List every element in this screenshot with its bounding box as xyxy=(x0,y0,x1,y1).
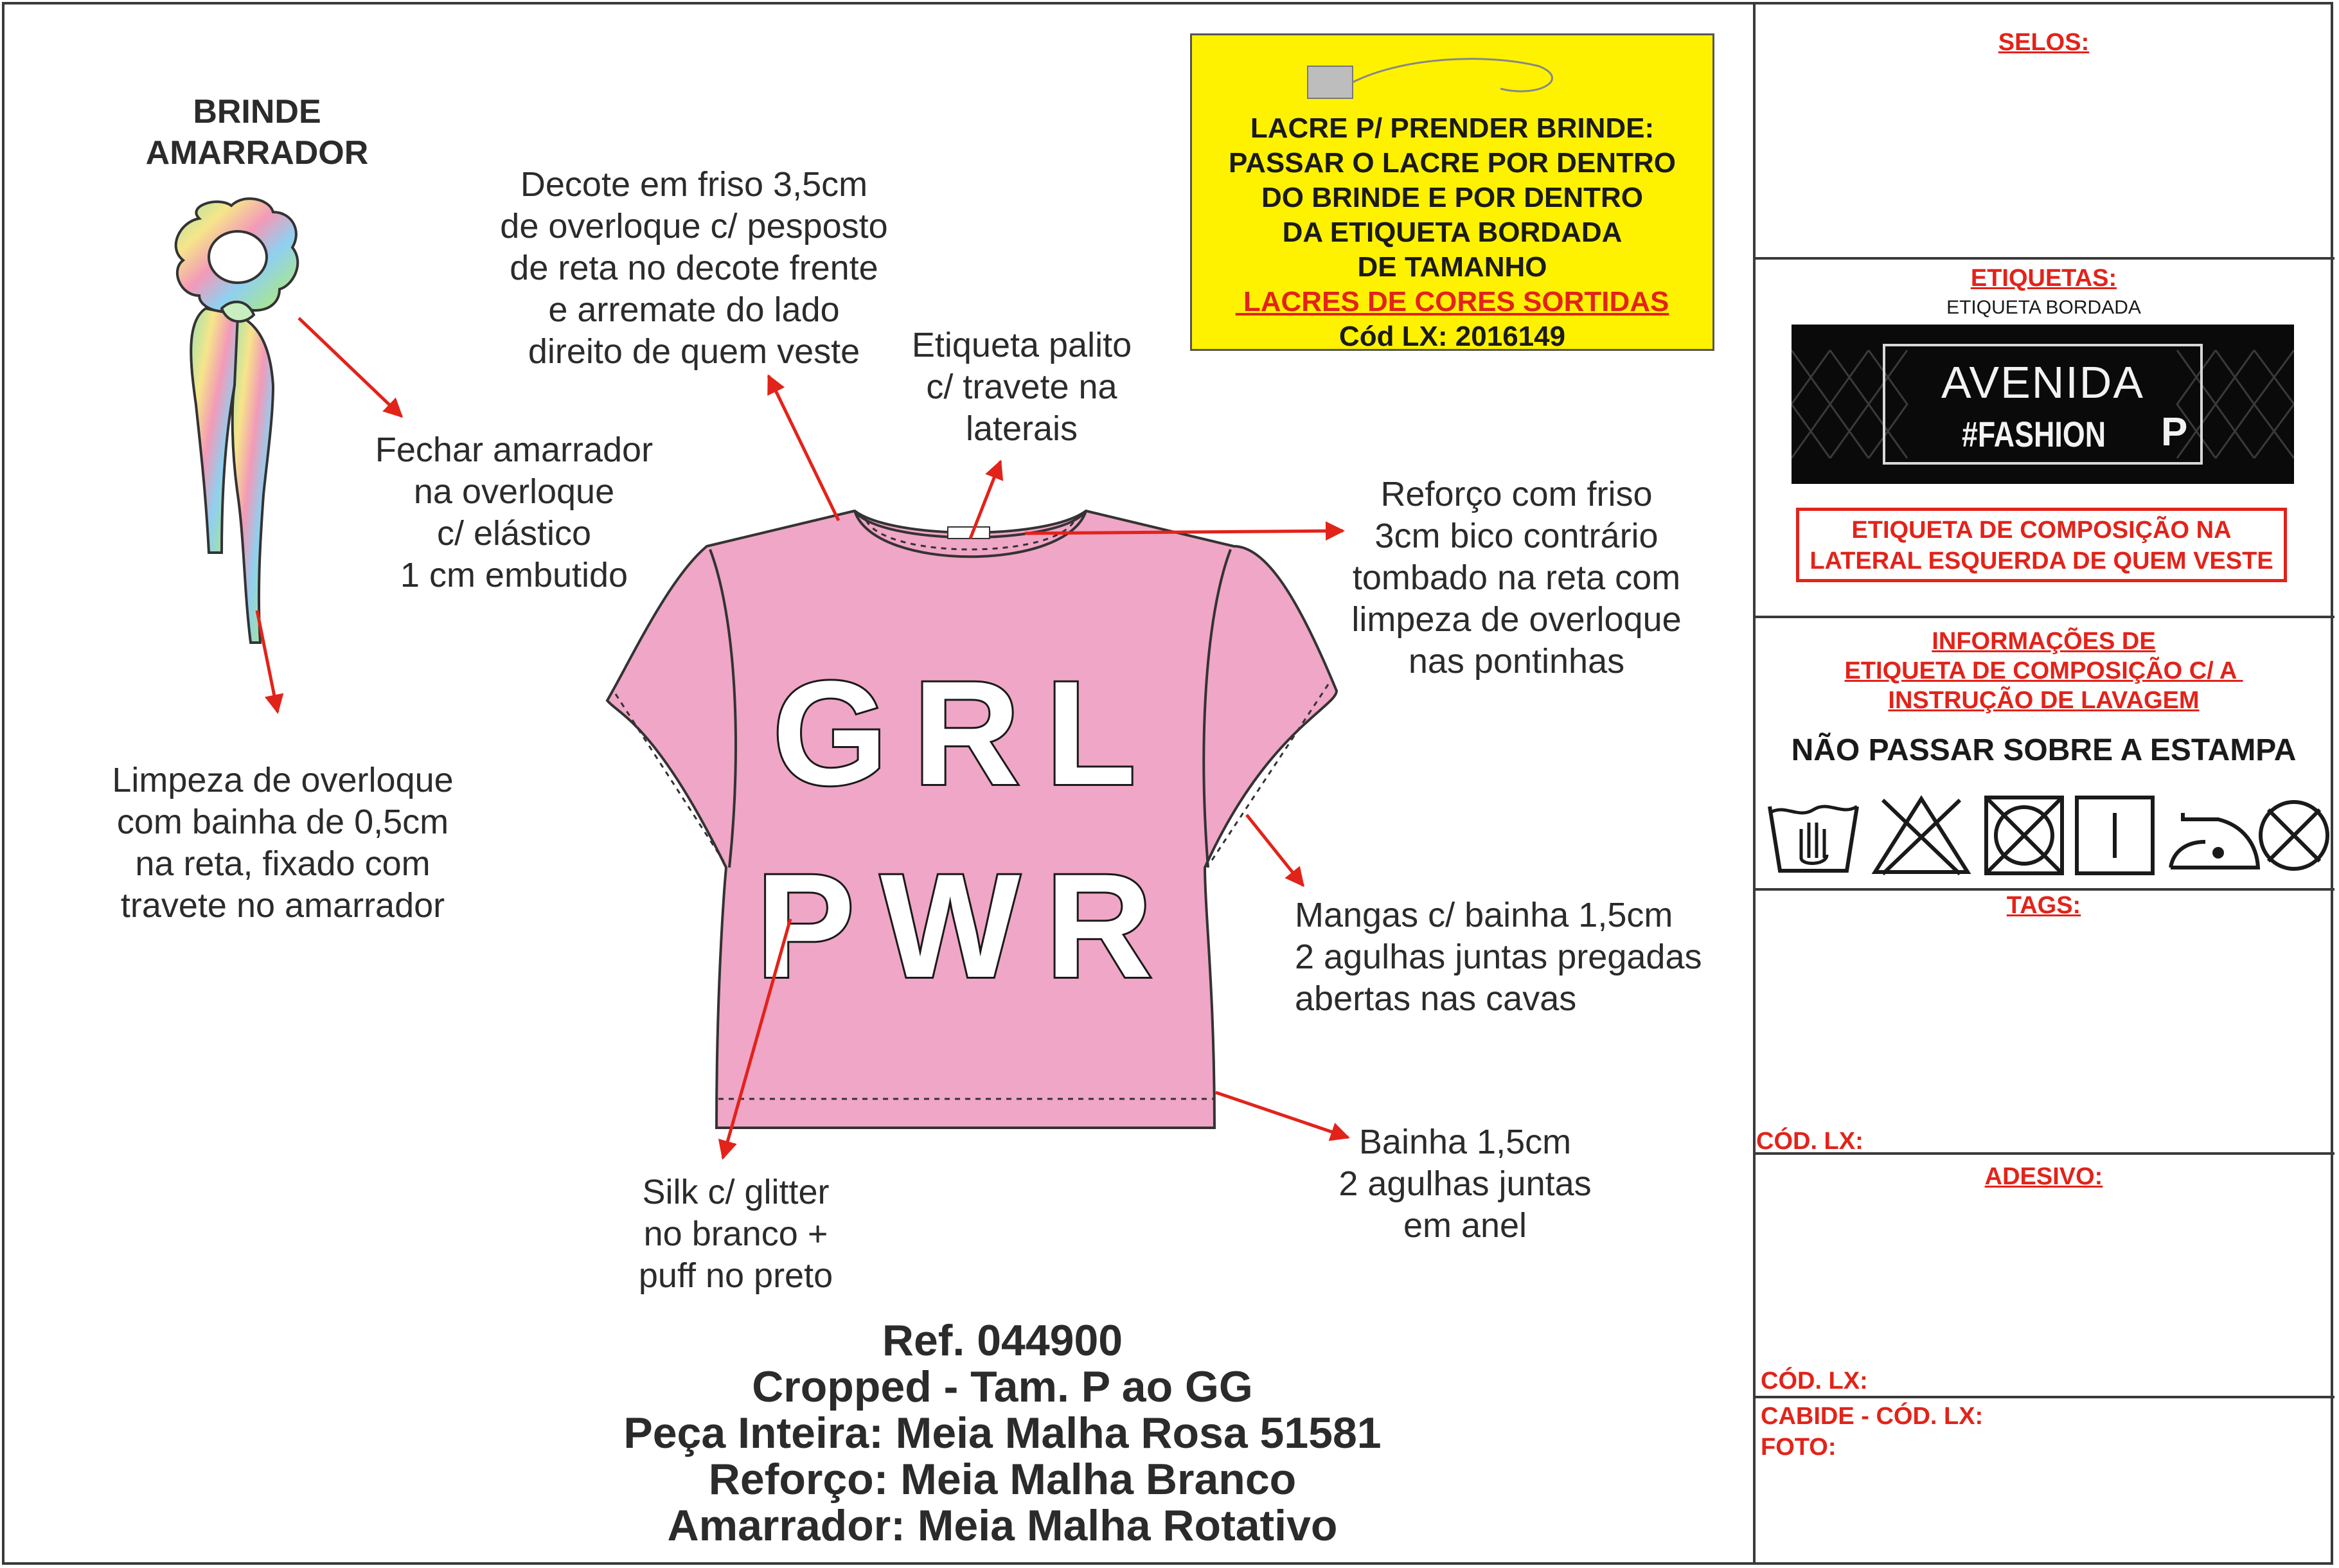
seal-red-line: LACRES DE CORES SORTIDAS xyxy=(1235,286,1669,317)
note-line: limpeza de overloque xyxy=(1351,600,1682,639)
arrow-tie-hem xyxy=(257,610,278,712)
gift-title-line: AMARRADOR xyxy=(145,134,369,172)
note-line: tombado na reta com xyxy=(1352,558,1681,597)
composition-label-box xyxy=(1796,508,2287,582)
brand-label xyxy=(1792,325,2294,484)
seal-code: Cód LX: 2016149 xyxy=(1338,321,1566,352)
gift-title-line: BRINDE xyxy=(193,93,321,130)
reference-line: Reforço: Meia Malha Branco xyxy=(708,1455,1297,1504)
arrow-close-tie xyxy=(299,318,402,416)
composition-info-heading xyxy=(1753,627,2335,715)
note-line: e arremate do lado xyxy=(548,290,840,329)
note-line: 1 cm embutido xyxy=(400,556,628,594)
note-line: Decote em friso 3,5cm xyxy=(520,165,868,204)
foto-label: FOTO: xyxy=(1761,1434,1837,1461)
print-warning: NÃO PASSAR SOBRE A ESTAMPA xyxy=(1791,733,2297,767)
arrow-silk xyxy=(723,919,790,1158)
composition-line: LATERAL ESQUERDA DE QUEM VESTE xyxy=(1810,548,2273,575)
print-line-2: PWR xyxy=(756,843,1178,1008)
composition-line: ETIQUETA DE COMPOSIÇÃO NA xyxy=(1851,517,2232,544)
note-line: Silk c/ glitter xyxy=(642,1173,830,1211)
note-line: abertas nas cavas xyxy=(1295,979,1577,1018)
seal-instruction-box xyxy=(1190,33,1714,351)
divider xyxy=(1753,257,2335,260)
note-line: travete no amarrador xyxy=(120,886,445,925)
cabide-label: CABIDE - CÓD. LX: xyxy=(1761,1403,1984,1430)
seal-line: PASSAR O LACRE POR DENTRO xyxy=(1229,147,1676,179)
note-line: Mangas c/ bainha 1,5cm xyxy=(1295,896,1673,934)
brand-size: P xyxy=(2161,410,2188,454)
etiqueta-bordada-caption: ETIQUETA BORDADA xyxy=(1946,297,2141,318)
note-line: 3cm bico contrário xyxy=(1374,517,1659,555)
line-dry-icon xyxy=(2073,794,2157,877)
seal-line: LACRE P/ PRENDER BRINDE: xyxy=(1250,112,1655,144)
hand-wash-icon xyxy=(1766,794,1861,877)
arrow-sleeves xyxy=(1247,815,1303,886)
tags-title: TAGS: xyxy=(2006,892,2081,919)
reference-line: Peça Inteira: Meia Malha Rosa 51581 xyxy=(623,1409,1382,1457)
reference-line: Cropped - Tam. P ao GG xyxy=(752,1362,1253,1411)
info-line: ETIQUETA DE COMPOSIÇÃO C/ A xyxy=(1844,657,2243,684)
no-bleach-icon xyxy=(1870,794,1973,877)
note-line: Etiqueta palito xyxy=(911,326,1132,364)
spec-sidebar xyxy=(1753,2,2335,1565)
print-line-1: GRL xyxy=(772,650,1162,815)
note-line: c/ travete na xyxy=(926,368,1117,406)
note-line: nas pontinhas xyxy=(1408,642,1625,681)
seal-line: DA ETIQUETA BORDADA xyxy=(1282,217,1623,248)
reference-line: Amarrador: Meia Malha Rotativo xyxy=(667,1501,1338,1550)
note-line: Fechar amarrador xyxy=(375,431,654,469)
note-line: de overloque c/ pesposto xyxy=(500,207,888,245)
note-line: Reforço com friso xyxy=(1380,475,1653,513)
selos-title: SELOS: xyxy=(1998,29,2090,56)
note-line: laterais xyxy=(965,409,1078,448)
note-line: com bainha de 0,5cm xyxy=(116,803,449,841)
etiquetas-title: ETIQUETAS: xyxy=(1970,265,2117,292)
divider xyxy=(1753,888,2335,891)
info-line: INSTRUÇÃO DE LAVAGEM xyxy=(1888,687,2200,714)
info-line: INFORMAÇÕES DE xyxy=(1932,628,2156,655)
seal-tag-icon xyxy=(1308,53,1578,111)
no-dry-clean-icon xyxy=(2257,794,2331,877)
note-line: Limpeza de overloque xyxy=(112,761,454,799)
note-line: c/ elástico xyxy=(436,514,592,553)
note-line: na reta, fixado com xyxy=(135,844,431,883)
reference-line: Ref. 044900 xyxy=(882,1316,1123,1365)
seal-line: DO BRINDE E POR DENTRO xyxy=(1261,182,1644,213)
cod-lx-label: CÓD. LX: xyxy=(1761,1368,1868,1394)
arrow-hem xyxy=(1216,1092,1348,1137)
no-tumble-dry-icon xyxy=(1982,794,2066,877)
note-line: em anel xyxy=(1403,1206,1527,1245)
cod-lx-label: CÓD. LX: xyxy=(1756,1128,1863,1155)
note-line: puff no preto xyxy=(638,1256,833,1295)
note-line: Bainha 1,5cm xyxy=(1358,1123,1572,1161)
arrow-label xyxy=(970,461,1001,539)
note-line: de reta no decote frente xyxy=(510,249,878,287)
seal-line: DE TAMANHO xyxy=(1357,251,1547,283)
adesivo-title: ADESIVO: xyxy=(1984,1163,2103,1190)
note-line: no branco + xyxy=(643,1215,828,1253)
reference-block xyxy=(488,1317,1516,1549)
iron-icon xyxy=(2167,794,2262,877)
brand-tag: #FASHION xyxy=(1962,414,2106,454)
brand-name: AVENIDA xyxy=(1941,357,2145,407)
note-line: 2 agulhas juntas pregadas xyxy=(1295,938,1702,976)
note-line: 2 agulhas juntas xyxy=(1338,1164,1592,1203)
arrow-reinforcement xyxy=(1025,531,1343,533)
note-line: direito de quem veste xyxy=(528,332,860,371)
arrow-neckline xyxy=(769,376,839,521)
note-line: na overloque xyxy=(413,472,615,511)
divider xyxy=(1753,616,2335,618)
